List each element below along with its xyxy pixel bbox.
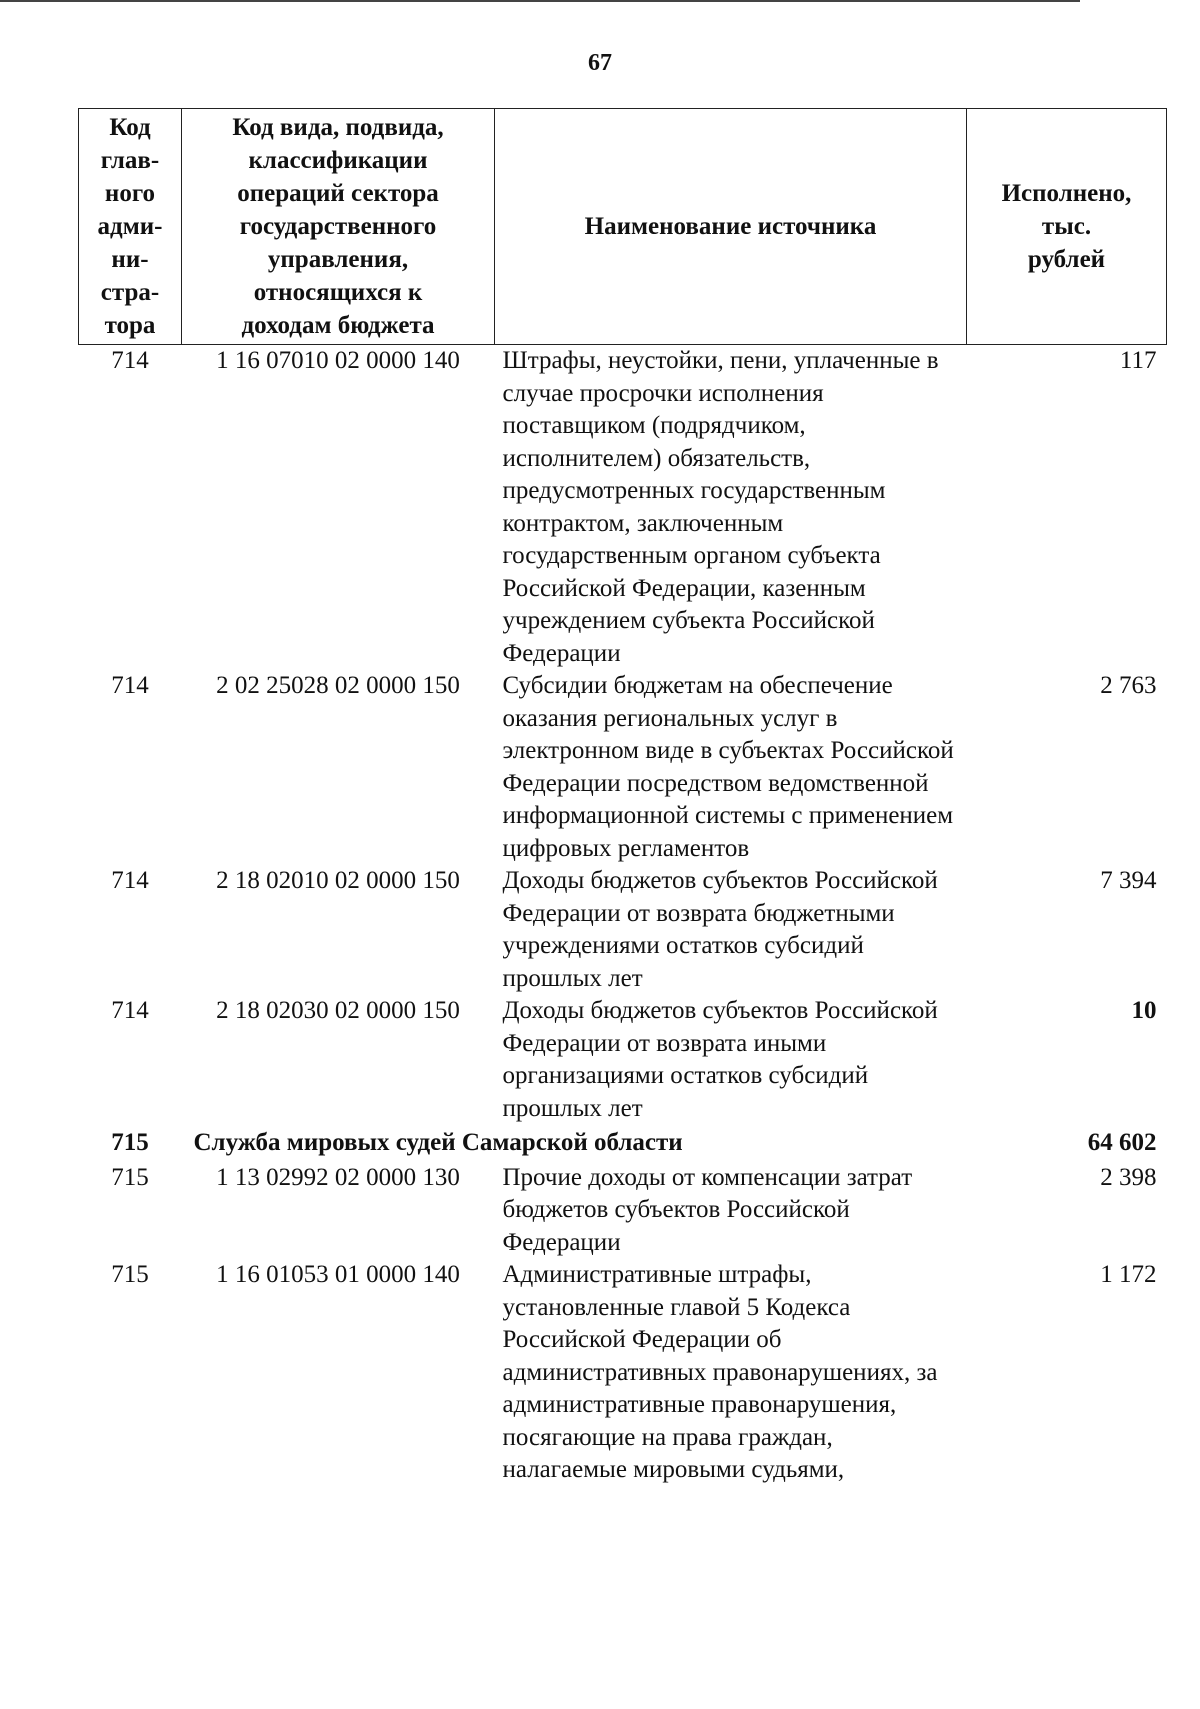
summary-label: Служба мировых судей Самарской области [193, 1129, 683, 1156]
row-admin-code: 714 [111, 997, 149, 1024]
table-row [79, 1162, 1167, 1260]
header-income-code: Код вида, подвида, классификации операций сектора государственного управления, относящихся к доходам бюджета [182, 109, 495, 345]
row-admin-code: 715 [111, 1261, 149, 1288]
row-amount: 1 172 [1100, 1261, 1157, 1288]
summary-amount: 64 602 [1087, 1129, 1157, 1156]
row-amount: 117 [1119, 347, 1157, 374]
row-admin-code: 714 [111, 347, 149, 374]
section-summary-row [79, 1125, 1167, 1162]
row-income-code: 2 18 02030 02 0000 150 [216, 997, 460, 1024]
header-admin-code: Код глав- ного адми- ни- стра- тора [79, 109, 182, 345]
row-income-code: 2 18 02010 02 0000 150 [216, 867, 460, 894]
page-number: 67 [588, 50, 612, 76]
header-source-name: Наименование источника [495, 109, 967, 345]
row-source-name: Прочие доходы от компенсации затрат бюджетов субъектов Российской Федерации [502, 1163, 913, 1256]
row-admin-code: 714 [111, 672, 149, 699]
row-source-name: Субсидии бюджетам на обеспечение оказания региональных услуг в электронном виде в субъектах Российской Федерации посредством ведомственной информационной системы с применением цифровых регламентов [502, 672, 954, 862]
row-amount: 2 398 [1100, 1163, 1157, 1191]
table-row [79, 345, 1167, 671]
row-amount: 7 394 [1100, 867, 1157, 894]
row-source-name: Доходы бюджетов субъектов Российской Федерации от возврата бюджетными учреждениями остатков субсидий прошлых лет [502, 867, 938, 992]
table-row [79, 995, 1167, 1125]
row-admin-code: 715 [111, 1163, 149, 1191]
row-source-name: Штрафы, неустойки, пени, уплаченные в случае просрочки исполнения поставщиком (подрядчиком, исполнителем) обязательств, предусмотренных государственным контрактом, заключенным государственным органом субъекта Российской Федерации, казенным учреждением субъекта Российской Федерации [502, 347, 939, 667]
row-admin-code: 714 [111, 867, 149, 894]
row-income-code: 1 16 01053 01 0000 140 [216, 1261, 460, 1288]
table-header-row [79, 109, 1167, 345]
row-amount: 10 [1131, 997, 1157, 1024]
row-amount: 2 763 [1100, 672, 1157, 699]
summary-admin-code: 715 [111, 1129, 149, 1156]
revenue-table [78, 108, 1167, 1487]
row-source-name: Административные штрафы, установленные главой 5 Кодекса Российской Федерации об административных правонарушениях, за административные правонарушения, посягающие на права граждан, налагаемые мировыми судьями, [502, 1261, 938, 1483]
row-income-code: 1 16 07010 02 0000 140 [216, 347, 460, 374]
table-row [79, 865, 1167, 995]
header-executed: Исполнено, тыс. рублей [967, 109, 1167, 345]
row-income-code: 2 02 25028 02 0000 150 [216, 672, 460, 699]
top-rule [0, 0, 1080, 2]
row-source-name: Доходы бюджетов субъектов Российской Федерации от возврата иными организациями остатков субсидий прошлых лет [502, 997, 938, 1122]
row-income-code: 1 13 02992 02 0000 130 [216, 1163, 460, 1191]
table-row [79, 1259, 1167, 1487]
table-row [79, 670, 1167, 865]
